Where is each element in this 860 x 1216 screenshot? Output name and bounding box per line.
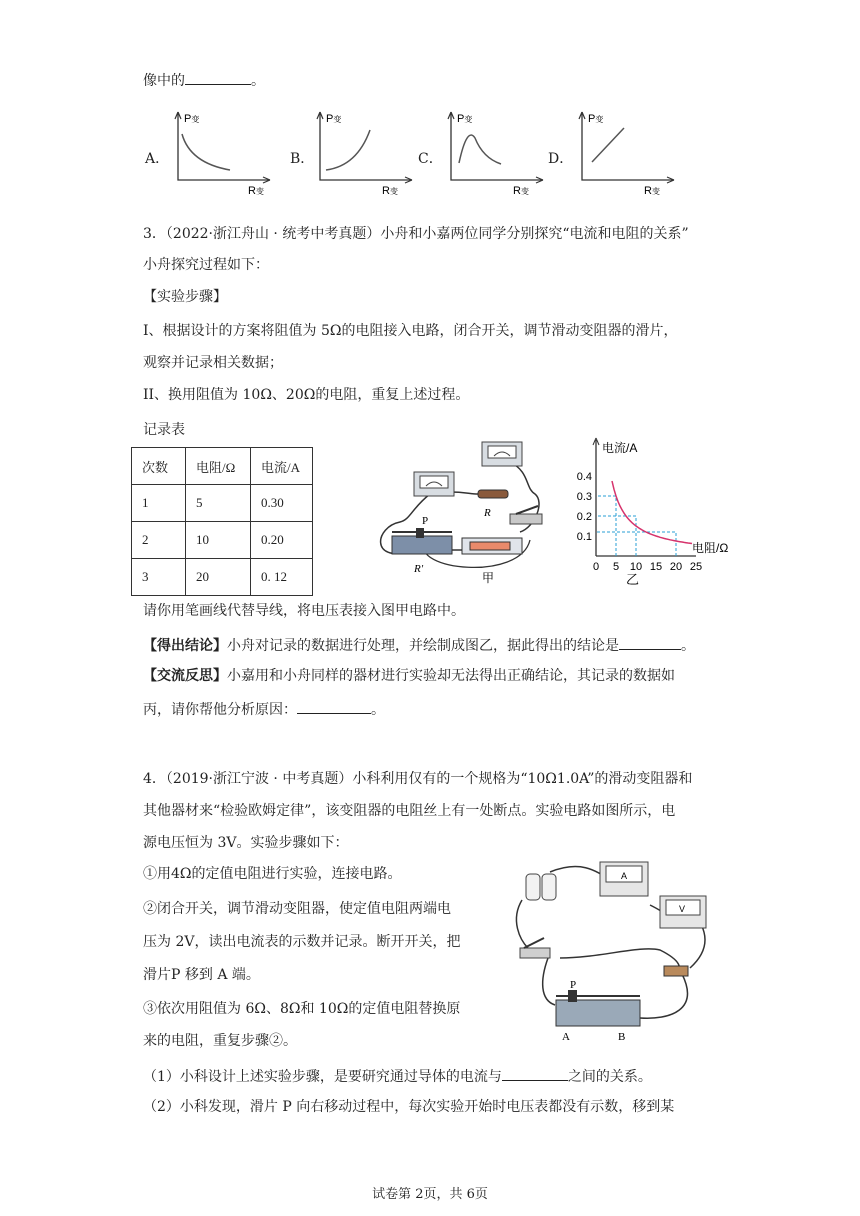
- table-cell: 0.20: [251, 522, 313, 559]
- option-graphs: [0, 108, 860, 198]
- resistor-r-label: R: [484, 507, 491, 519]
- q4-heading-2: 其他器材来“检验欧姆定律”，该变阻器的电阻丝上有一处断点。实验电路如图所示，电: [143, 803, 676, 819]
- x-tick-label: 0: [592, 561, 600, 573]
- figure-yi-caption: 乙: [626, 572, 640, 587]
- table-row: [132, 522, 313, 559]
- x-tick-label: 10: [629, 561, 643, 573]
- table-header-row: [132, 448, 313, 485]
- answer-blank[interactable]: [185, 70, 251, 85]
- q4-step2-cont: 压为 2V，读出电流表的示数并记录。断开开关，把: [143, 934, 461, 950]
- q3-step2: II、换用阻值为 10Ω、20Ω的电阻，重复上述过程。: [143, 387, 470, 403]
- circuit-figure-q4: [500, 850, 730, 1042]
- option-b-x-label: R变: [382, 185, 398, 197]
- q3-heading-2: 小舟探究过程如下：: [143, 257, 269, 273]
- graph-xlabel: 电阻/Ω: [692, 541, 729, 555]
- option-b-label[interactable]: B．: [290, 151, 315, 167]
- slider-p-label: P: [570, 979, 577, 991]
- q3-heading: 3．（2022·浙江舟山 · 统考中考真题）小舟和小嘉两位同学分别探究“电流和电阻的关系”: [143, 226, 689, 242]
- q4-heading: 4．（2019·浙江宁波 · 中考真题）小科利用仅有的一个规格为“10Ω1.0A”的滑动变阻器和: [143, 771, 693, 787]
- graph-ylabel: 电流/A: [602, 441, 638, 455]
- q3-table-title: 记录表: [143, 422, 185, 438]
- table-header-cell: 电阻/Ω: [186, 448, 251, 485]
- record-table: [131, 447, 313, 596]
- option-c-y-label: P变: [457, 113, 473, 125]
- table-cell: 5: [186, 485, 251, 522]
- option-a-y-label: P变: [184, 113, 200, 125]
- table-cell: 0. 12: [251, 559, 313, 596]
- y-tick-label: 0.2: [576, 511, 592, 523]
- terminal-a-label: A: [562, 1031, 570, 1042]
- page-footer: 试卷第 2页，共 6页: [372, 1187, 488, 1202]
- option-a-graph: [170, 108, 280, 198]
- q4-step3-cont: 来的电阻，重复步骤②。: [143, 1033, 297, 1049]
- x-tick-label: 20: [669, 561, 683, 573]
- option-a-x-label: R变: [248, 185, 264, 197]
- ammeter-label: A: [621, 871, 628, 881]
- sub1-blank[interactable]: [502, 1066, 568, 1081]
- y-tick-label: 0.4: [576, 471, 592, 483]
- q4-step3: ③依次用阻值为 6Ω、8Ω和 10Ω的定值电阻替换原: [143, 1001, 461, 1017]
- y-tick-label: 0.3: [576, 491, 592, 503]
- table-cell: 3: [132, 559, 186, 596]
- q3-conclusion: 【得出结论】小舟对记录的数据进行处理，并绘制成图乙，据此得出的结论是 。: [143, 635, 695, 655]
- figure-jia-caption: 甲: [482, 571, 495, 585]
- q4-step2: ②闭合开关，调节滑动变阻器，使定值电阻两端电: [143, 901, 451, 917]
- q4-step1: ①用4Ω的定值电阻进行实验，连接电路。: [143, 866, 402, 882]
- answer-line: 像中的 。: [143, 70, 265, 90]
- q3-step1-cont: 观察并记录相关数据；: [143, 355, 283, 371]
- table-cell: 0.30: [251, 485, 313, 522]
- table-cell: 2: [132, 522, 186, 559]
- x-tick-label: 5: [612, 561, 620, 573]
- table-cell: 20: [186, 559, 251, 596]
- q3-step1: I、根据设计的方案将阻值为 5Ω的电阻接入电路，闭合开关，调节滑动变阻器的滑片，: [143, 323, 678, 339]
- table-row: [132, 485, 313, 522]
- guide-line: [596, 496, 616, 556]
- option-d-label[interactable]: D．: [548, 151, 574, 167]
- q3-reflection: 【交流反思】小嘉用和小舟同样的器材进行实验却无法得出正确结论，其记录的数据如: [143, 668, 675, 684]
- table-header-cell: 次数: [132, 448, 186, 485]
- slider-p-label: P: [422, 515, 429, 527]
- option-c-label[interactable]: C．: [418, 151, 443, 167]
- option-d-x-label: R变: [644, 185, 660, 197]
- q4-step2-cont-2: 滑片P 移到 A 端。: [143, 967, 260, 983]
- q3-steps-title: 【实验步骤】: [143, 289, 227, 305]
- q4-subquestion-1: （1）小科设计上述实验步骤，是要研究通过导体的电流与 之间的关系。: [143, 1066, 652, 1086]
- current-resistance-graph: [556, 432, 746, 592]
- q4-heading-3: 源电压恒为 3V。实验步骤如下：: [143, 835, 349, 851]
- x-tick-label: 25: [689, 561, 703, 573]
- terminal-b-label: B: [618, 1031, 626, 1042]
- table-header-cell: 电流/A: [251, 448, 313, 485]
- table-row: [132, 559, 313, 596]
- y-tick-label: 0.1: [576, 531, 592, 543]
- voltmeter-label: V: [679, 904, 686, 914]
- table-cell: 1: [132, 485, 186, 522]
- data-curve: [612, 481, 692, 544]
- option-a-label[interactable]: A．: [145, 151, 170, 167]
- x-tick-label: 15: [649, 561, 663, 573]
- circuit-figure-jia: [370, 432, 560, 592]
- q4-subquestion-2: （2）小科发现，滑片 P 向右移动过程中，每次实验开始时电压表都没有示数，移到某: [143, 1099, 675, 1115]
- q3-reflection-cont: 丙，请你帮他分析原因： 。: [143, 699, 385, 719]
- option-b-y-label: P变: [326, 113, 342, 125]
- option-c-graph: [443, 108, 553, 198]
- option-b-graph: [312, 108, 422, 198]
- option-d-y-label: P变: [588, 113, 604, 125]
- table-cell: 10: [186, 522, 251, 559]
- option-c-x-label: R变: [513, 185, 529, 197]
- rheostat-label: R′: [414, 563, 424, 575]
- option-d-graph: [574, 108, 684, 198]
- conclusion-blank[interactable]: [619, 635, 681, 650]
- q3-instruction: 请你用笔画线代替导线，将电压表接入图甲电路中。: [143, 603, 465, 619]
- reflection-blank[interactable]: [297, 699, 371, 714]
